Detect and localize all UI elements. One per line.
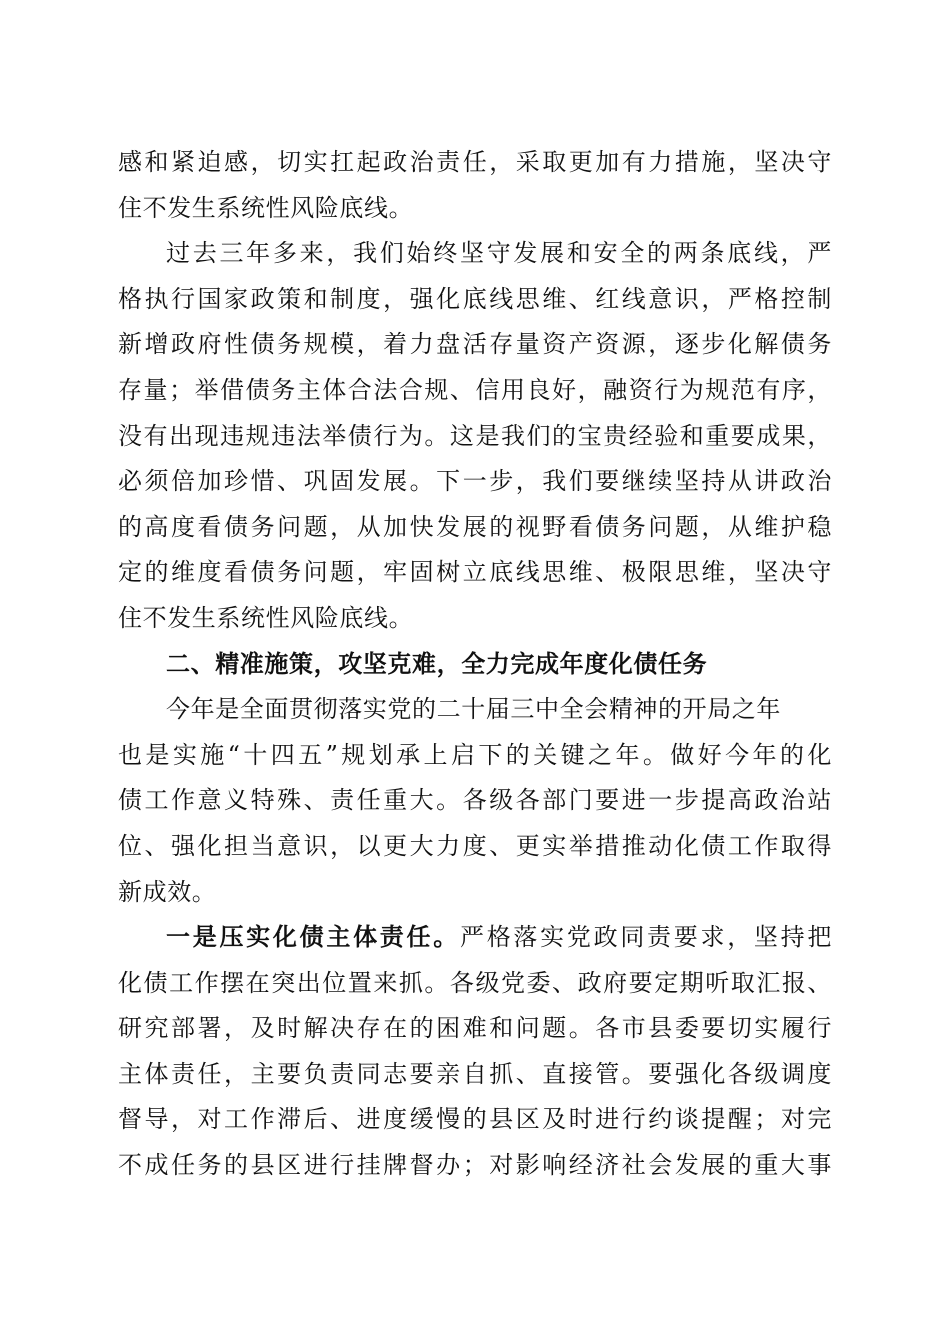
section-heading: 二、精准施策，攻坚克难，全力完成年度化债任务 (166, 649, 708, 678)
paragraph-line: 也是实施“十四五”规划承上启下的关键之年。做好今年的化 (118, 740, 832, 769)
paragraph-line: 没有出现违规违法举债行为。这是我们的宝贵经验和重要成果， (118, 421, 832, 450)
paragraph-line: 定的维度看债务问题，牢固树立底线思维、极限思维，坚决守 (118, 558, 832, 587)
paragraph-line: 的高度看债务问题，从加快发展的视野看债务问题，从维护稳 (118, 512, 832, 541)
paragraph-line: 过去三年多来，我们始终坚守发展和安全的两条底线，严 (166, 239, 832, 268)
paragraph-line: 今年是全面贯彻落实党的二十届三中全会精神的开局之年 (166, 695, 781, 724)
paragraph-line: 住不发生系统性风险底线。 (118, 603, 414, 632)
paragraph-line: 不成任务的县区进行挂牌督办；对影响经济社会发展的重大事 (118, 1151, 832, 1180)
paragraph-line: 新增政府性债务规模，着力盘活存量资产资源，逐步化解债务 (118, 330, 832, 359)
paragraph-line: 格执行国家政策和制度，强化底线思维、红线意识，严格控制 (118, 284, 832, 313)
paragraph-line-rest: 严格落实党政同责要求，坚持把 (459, 923, 832, 952)
paragraph-line (118, 915, 832, 961)
paragraph-line: 新成效。 (118, 877, 217, 906)
bold-lead-phrase: 一是压实化债主体责任。 (166, 923, 460, 952)
paragraph-line: 感和紧迫感，切实扛起政治责任，采取更加有力措施，坚决守 (118, 148, 832, 176)
paragraph-line: 位、强化担当意识，以更大力度、更实举措推动化债工作取得 (118, 831, 832, 860)
paragraph-line: 必须倍加珍惜、巩固发展。下一步，我们要继续坚持从讲政治 (118, 467, 832, 496)
paragraph-line: 主体责任，主要负责同志要亲自抓、直接管。要强化各级调度 (118, 1059, 832, 1088)
paragraph-line: 研究部署，及时解决存在的困难和问题。各市县委要切实履行 (118, 1014, 832, 1043)
paragraph-line: 督导，对工作滞后、进度缓慢的县区及时进行约谈提醒；对完 (118, 1105, 832, 1134)
paragraph-line: 债工作意义特殊、责任重大。各级各部门要进一步提高政治站 (118, 786, 832, 815)
paragraph-line: 存量；举借债务主体合法合规、信用良好，融资行为规范有序， (118, 375, 832, 404)
paragraph-line: 化债工作摆在突出位置来抓。各级党委、政府要定期听取汇报、 (118, 968, 832, 997)
paragraph-line: 住不发生系统性风险底线。 (118, 193, 414, 222)
document-body (118, 140, 832, 1189)
